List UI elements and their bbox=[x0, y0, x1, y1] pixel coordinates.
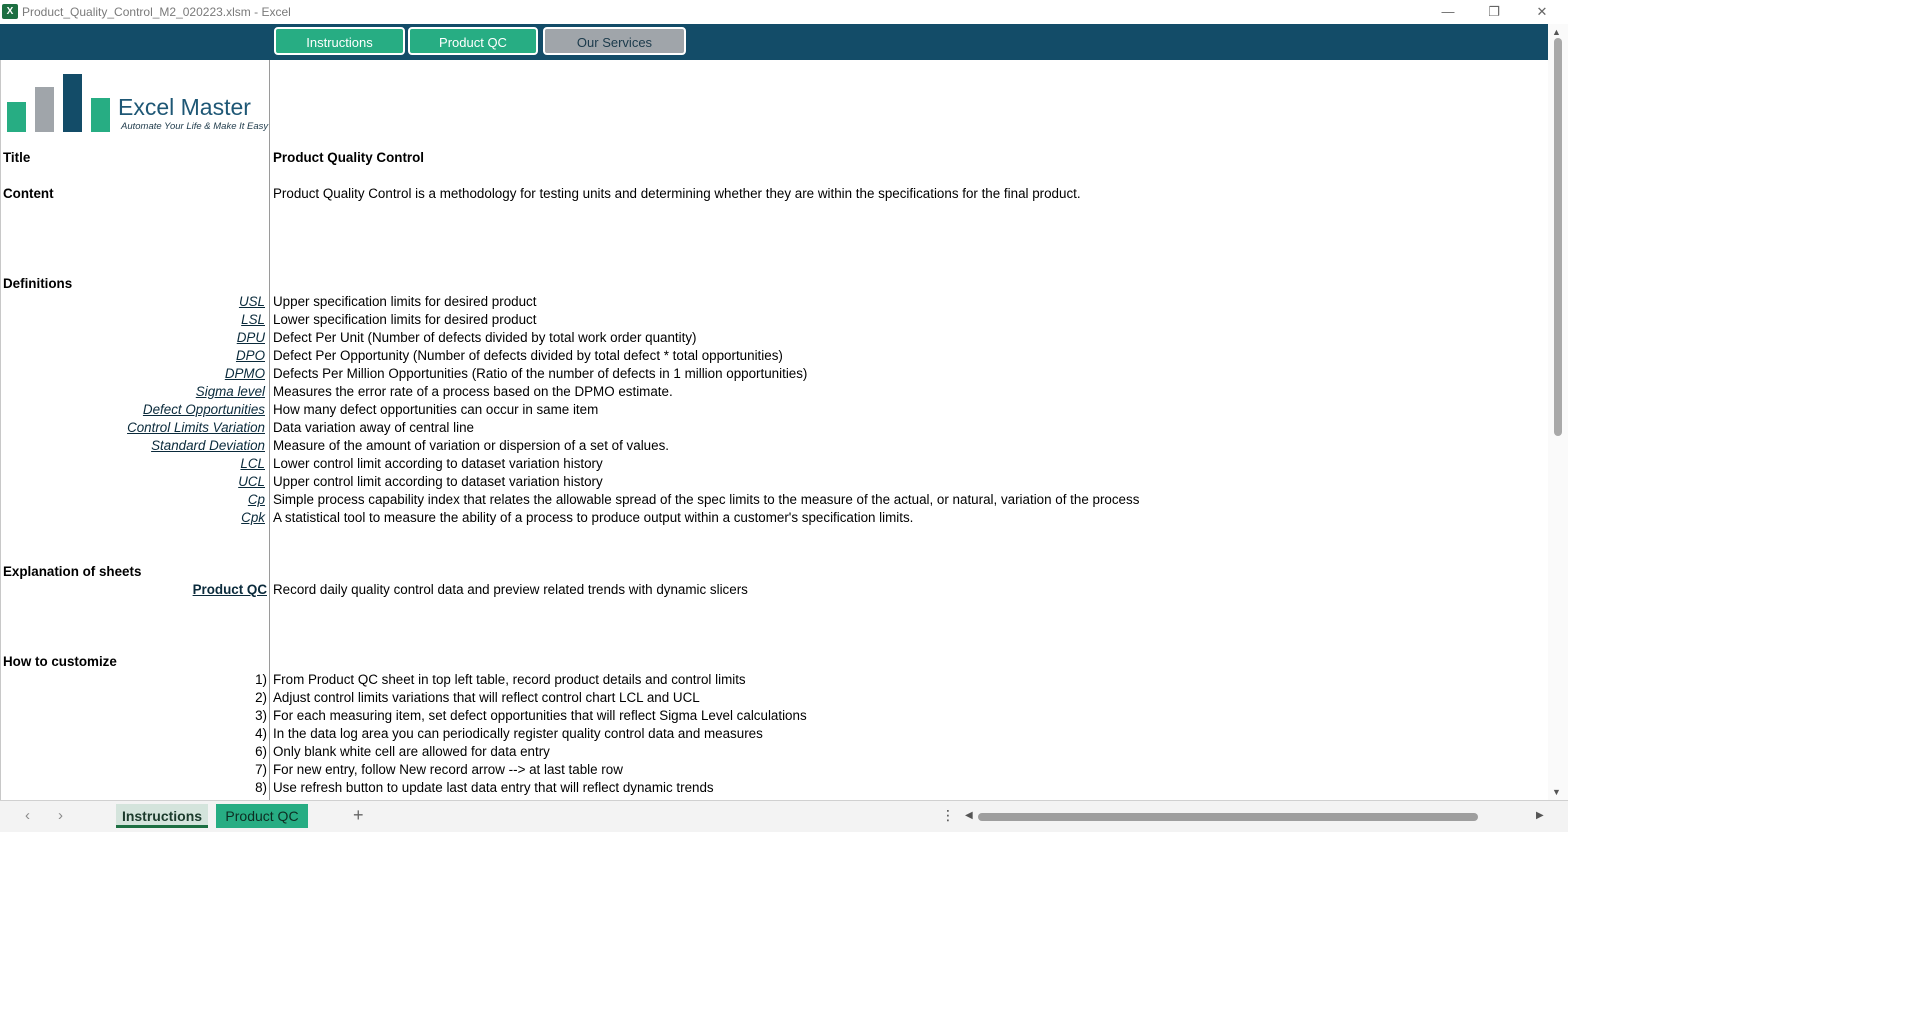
our-services-button[interactable]: Our Services bbox=[543, 27, 686, 55]
close-icon[interactable]: ✕ bbox=[1536, 4, 1548, 19]
scroll-left-icon[interactable]: ◀ bbox=[965, 810, 973, 821]
definition-desc: Upper specification limits for desired product bbox=[273, 294, 537, 309]
logo-bar-1 bbox=[7, 102, 26, 132]
tab-options-icon[interactable]: ⋮ bbox=[941, 807, 955, 823]
definition-term: USL bbox=[238, 294, 265, 309]
definition-term: Control Limits Variation bbox=[127, 420, 265, 435]
step-number: 4) bbox=[255, 726, 267, 741]
definition-term: Defect Opportunities bbox=[142, 402, 265, 417]
step-text: Adjust control limits variations that will reflect control chart LCL and UCL bbox=[273, 690, 700, 705]
vertical-scroll-thumb[interactable] bbox=[1554, 38, 1562, 436]
definition-term: DPO bbox=[235, 348, 265, 363]
definition-desc: Measure of the amount of variation or dispersion of a set of values. bbox=[273, 438, 669, 453]
scroll-right-icon[interactable]: ▶ bbox=[1536, 810, 1544, 821]
explanation-sheet-link[interactable]: Product QC bbox=[192, 582, 267, 597]
logo-tagline: Automate Your Life & Make It Easy bbox=[121, 121, 269, 132]
title-value: Product Quality Control bbox=[273, 150, 425, 165]
add-sheet-icon[interactable]: + bbox=[353, 805, 364, 825]
definition-term: Sigma level bbox=[195, 384, 265, 399]
definition-desc: Defect Per Unit (Number of defects divided by total work order quantity) bbox=[273, 330, 697, 345]
definition-term: Cpk bbox=[241, 510, 265, 525]
step-number: 7) bbox=[255, 762, 267, 777]
customize-label: How to customize bbox=[3, 654, 117, 669]
definition-desc: Lower specification limits for desired product bbox=[273, 312, 537, 327]
excel-master-logo bbox=[6, 66, 268, 134]
definition-term: LCL bbox=[240, 456, 265, 471]
instructions-button[interactable]: Instructions bbox=[274, 27, 405, 55]
window-title-bar bbox=[0, 0, 1568, 24]
scroll-up-icon[interactable]: ▲ bbox=[1552, 27, 1561, 37]
step-text: Use refresh button to update last data entry that will reflect dynamic trends bbox=[273, 780, 714, 795]
definition-desc: Upper control limit according to dataset variation history bbox=[273, 474, 603, 489]
step-number: 6) bbox=[255, 744, 267, 759]
minimize-icon[interactable]: — bbox=[1441, 4, 1455, 19]
step-text: In the data log area you can periodically register quality control data and measures bbox=[273, 726, 763, 741]
title-label: Title bbox=[3, 150, 31, 165]
window-title: Product_Quality_Control_M2_020223.xlsm - Excel bbox=[22, 5, 291, 19]
sheet-tab-product-qc[interactable]: Product QC bbox=[216, 804, 308, 828]
nav-band bbox=[0, 24, 1548, 60]
definition-desc: Lower control limit according to dataset variation history bbox=[273, 456, 603, 471]
sheet-tab-instructions[interactable]: Instructions bbox=[116, 804, 208, 828]
content-label: Content bbox=[3, 186, 54, 201]
definition-term: Standard Deviation bbox=[151, 438, 265, 453]
definition-term: LSL bbox=[241, 312, 265, 327]
worksheet[interactable] bbox=[0, 60, 1548, 800]
sheet-left-edge bbox=[0, 60, 1, 800]
logo-bar-2 bbox=[35, 87, 54, 132]
column-divider bbox=[269, 60, 270, 800]
step-number: 2) bbox=[255, 690, 267, 705]
definition-term: DPU bbox=[236, 330, 265, 345]
definition-desc: A statistical tool to measure the ability of a process to produce output within a customer's specification limits. bbox=[273, 510, 914, 525]
step-text: For new entry, follow New record arrow --> at last table row bbox=[273, 762, 623, 777]
definition-desc: Data variation away of central line bbox=[273, 420, 474, 435]
explanation-label: Explanation of sheets bbox=[3, 564, 142, 579]
product-qc-button[interactable]: Product QC bbox=[408, 27, 538, 55]
definition-desc: How many defect opportunities can occur in same item bbox=[273, 402, 599, 417]
scroll-down-icon[interactable]: ▼ bbox=[1552, 787, 1561, 797]
prev-sheet-icon[interactable]: ‹ bbox=[25, 807, 30, 824]
definition-desc: Measures the error rate of a process based on the DPMO estimate. bbox=[273, 384, 673, 399]
definition-term: DPMO bbox=[224, 366, 265, 381]
horizontal-scroll-thumb[interactable] bbox=[978, 813, 1478, 821]
logo-bar-3 bbox=[63, 74, 82, 132]
next-sheet-icon[interactable]: › bbox=[58, 807, 63, 824]
vertical-scrollbar[interactable] bbox=[1548, 24, 1568, 800]
sheet-tab-bar bbox=[0, 800, 1568, 832]
excel-icon: X bbox=[2, 4, 18, 19]
definition-term: Cp bbox=[247, 492, 265, 507]
step-text: Only blank white cell are allowed for data entry bbox=[273, 744, 550, 759]
restore-icon[interactable]: ❐ bbox=[1488, 4, 1500, 19]
step-text: From Product QC sheet in top left table, record product details and control limits bbox=[273, 672, 746, 687]
definition-term: UCL bbox=[238, 474, 265, 489]
definition-desc: Simple process capability index that relates the allowable spread of the spec limits to the measure of the actual, or natural, variation of the process bbox=[273, 492, 1140, 507]
content-value: Product Quality Control is a methodology for testing units and determining whether they are within the specifications for the final product. bbox=[273, 186, 1081, 201]
logo-brand: Excel Master bbox=[118, 94, 251, 120]
step-text: For each measuring item, set defect opportunities that will reflect Sigma Level calculations bbox=[273, 708, 807, 723]
definition-desc: Defects Per Million Opportunities (Ratio of the number of defects in 1 million opportunities) bbox=[273, 366, 808, 381]
definition-desc: Defect Per Opportunity (Number of defects divided by total defect * total opportunities) bbox=[273, 348, 783, 363]
step-number: 1) bbox=[255, 672, 267, 687]
definitions-label: Definitions bbox=[3, 276, 73, 291]
explanation-desc: Record daily quality control data and preview related trends with dynamic slicers bbox=[273, 582, 748, 597]
logo-bar-4 bbox=[91, 98, 110, 132]
step-number: 3) bbox=[255, 708, 267, 723]
horizontal-scrollbar[interactable] bbox=[964, 810, 1550, 824]
step-number: 8) bbox=[255, 780, 267, 795]
